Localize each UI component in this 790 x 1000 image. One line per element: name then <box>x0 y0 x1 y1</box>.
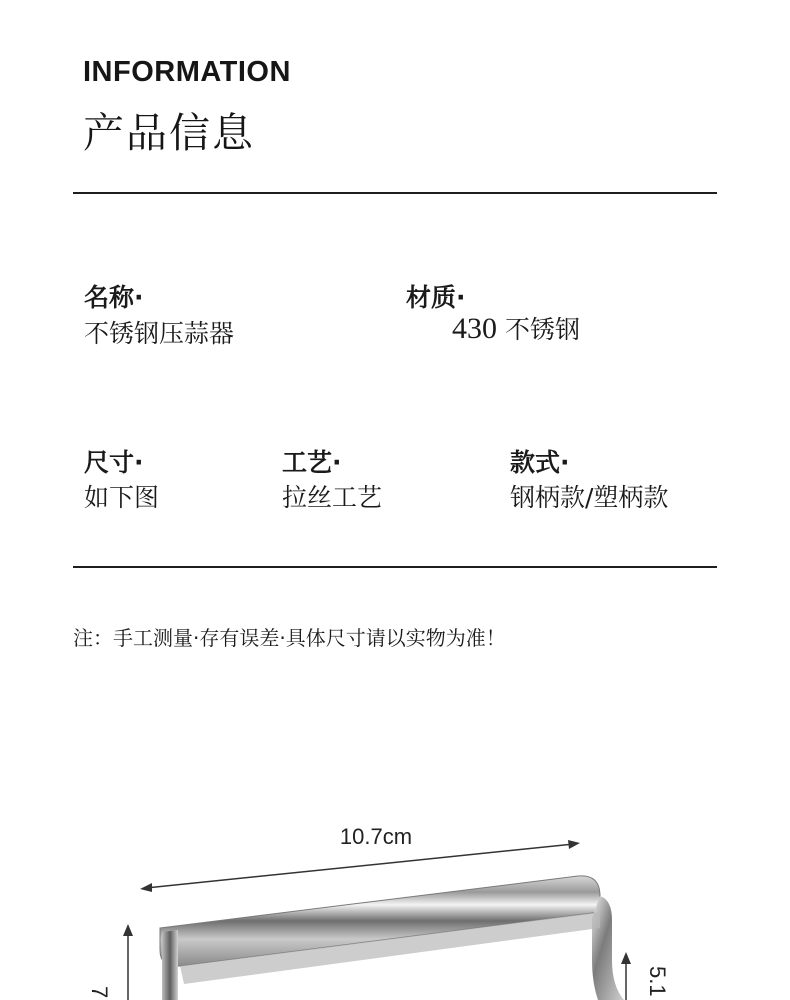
material-label: 材质· <box>406 283 466 312</box>
product-dimension-diagram <box>0 760 790 1000</box>
style-label: 款式· <box>510 448 570 477</box>
name-label: 名称· <box>84 283 144 312</box>
size-label: 尺寸· <box>84 448 144 477</box>
size-value: 如下图 <box>84 483 160 512</box>
material-value <box>452 310 580 346</box>
right-height-dimension-arrow <box>621 952 631 1000</box>
material-value-text: 不锈钢 <box>497 315 580 344</box>
width-dimension-label: 10.7cm <box>339 824 413 849</box>
craft-value: 拉丝工艺 <box>282 483 383 512</box>
style-value: 钢柄款/塑柄款 <box>510 483 669 512</box>
name-value: 不锈钢压蒜器 <box>84 319 235 348</box>
right-height-dimension-label: 5.1 <box>645 966 670 997</box>
left-height-dimension-label: 7 <box>87 986 112 999</box>
top-divider <box>73 192 717 194</box>
garlic-press-body <box>160 876 624 1000</box>
heading-chinese: 产品信息 <box>83 109 255 157</box>
material-value-number: 430 <box>452 312 497 345</box>
measurement-note: 注：手工测量·存有误差·具体尺寸请以实物为准！ <box>73 626 506 650</box>
bottom-divider <box>73 566 717 568</box>
craft-label: 工艺· <box>282 448 342 477</box>
heading-english: INFORMATION <box>83 56 291 88</box>
left-height-dimension-arrow <box>123 924 133 1000</box>
